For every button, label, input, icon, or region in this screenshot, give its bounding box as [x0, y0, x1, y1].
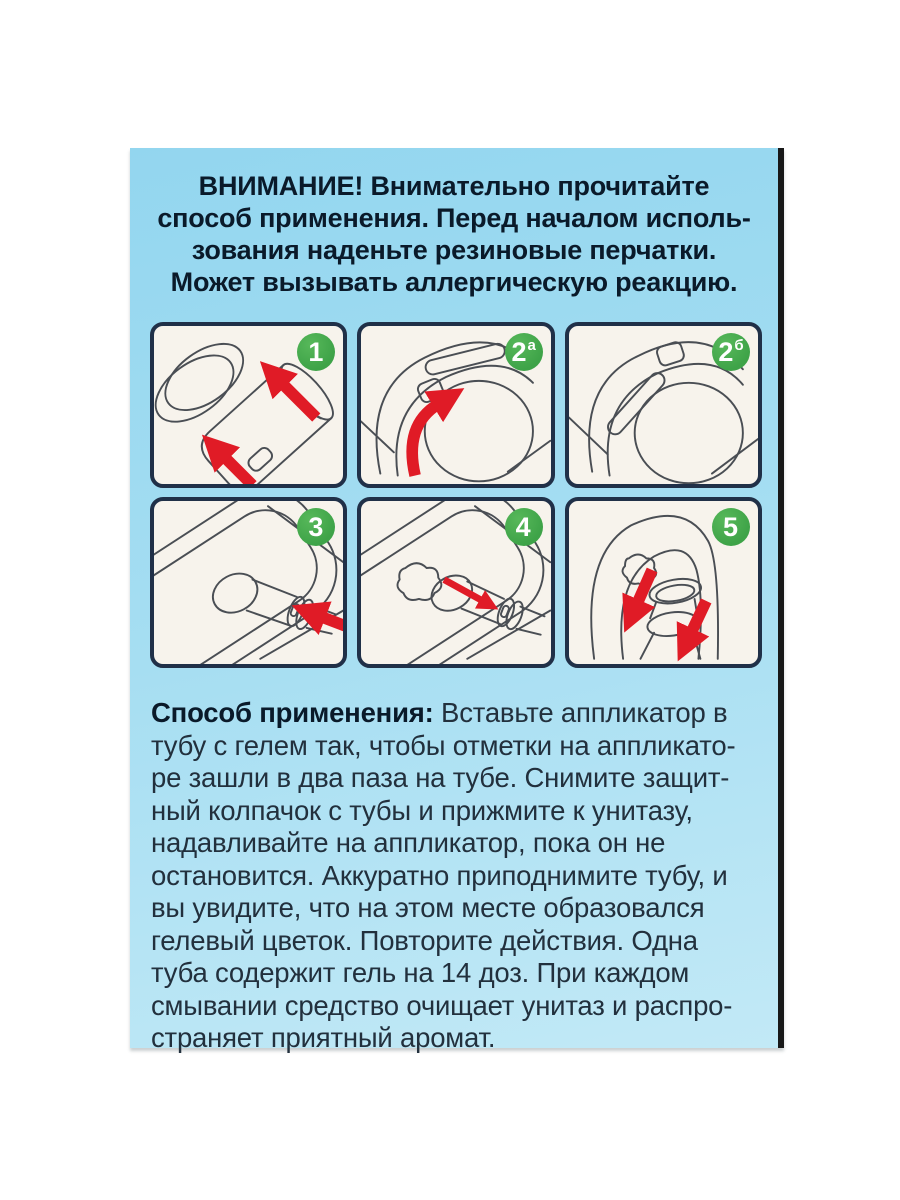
- usage-instructions: [151, 697, 766, 1055]
- usage-line: туба содержит гель на 14 доз. При каждом: [151, 957, 690, 988]
- step-panel-2b: [565, 322, 762, 488]
- step-number: 2: [718, 336, 734, 367]
- step-panel-4: [357, 497, 554, 668]
- usage-line: вы увидите, что на этом месте образовался: [151, 892, 705, 923]
- step-badge: [712, 508, 750, 546]
- step-badge: [505, 333, 543, 371]
- step-badge: [712, 333, 750, 371]
- red-arrow-up-left-icon: [224, 383, 317, 484]
- warning-line: ВНИМАНИЕ! Внимательно прочитайте: [198, 171, 710, 201]
- warning-line: зования наденьте резиновые перчатки.: [191, 235, 717, 265]
- warning-text: [140, 170, 768, 298]
- instruction-card: [130, 148, 784, 1053]
- step-number: 4: [515, 511, 531, 542]
- applicator-drawing: [194, 357, 340, 484]
- usage-line: тубу с гелем так, чтобы отметки на аппликато-: [151, 729, 736, 761]
- step-badge: [505, 508, 543, 546]
- gel-flower-drawing: [398, 563, 442, 600]
- usage-line: ре зашли в два паза на тубе. Снимите защит-: [151, 762, 730, 793]
- step-panel-5: [565, 497, 762, 668]
- usage-line: страняет приятный аромат.: [151, 1022, 496, 1053]
- step-number: 2: [511, 336, 527, 367]
- usage-label: Способ применения:: [151, 697, 434, 728]
- usage-line: смывании средство очищает унитаз и распро-: [151, 989, 733, 1021]
- steps-grid: [150, 322, 762, 668]
- step-number: 3: [308, 511, 324, 542]
- cap-drawing: [154, 331, 255, 435]
- red-arrow-right-icon: [444, 580, 483, 601]
- usage-line: [151, 697, 766, 730]
- usage-line: ный колпачок с тубы и прижмите к унитазу,: [151, 794, 693, 826]
- step-panel-2a: [357, 322, 554, 488]
- step-panel-3: [150, 497, 347, 668]
- step-number: 5: [722, 511, 738, 542]
- step-number: 1: [308, 336, 324, 367]
- step-letter: б: [734, 337, 744, 354]
- red-arrow-left-icon: [320, 616, 343, 626]
- step-letter: а: [527, 337, 536, 354]
- usage-line-text: Вставьте аппликатор в: [433, 697, 728, 728]
- usage-line: остановится. Аккуратно приподнимите тубу, и: [151, 859, 728, 891]
- step-panel-1: [150, 322, 347, 488]
- usage-line: гелевый цветок. Повторите действия. Одна: [151, 924, 698, 956]
- usage-line: надавливайте на аппликатор, пока он не: [151, 827, 666, 858]
- warning-line: способ применения. Перед началом исполь-: [157, 203, 751, 233]
- warning-line: Может вызывать аллергическую реакцию.: [170, 267, 738, 297]
